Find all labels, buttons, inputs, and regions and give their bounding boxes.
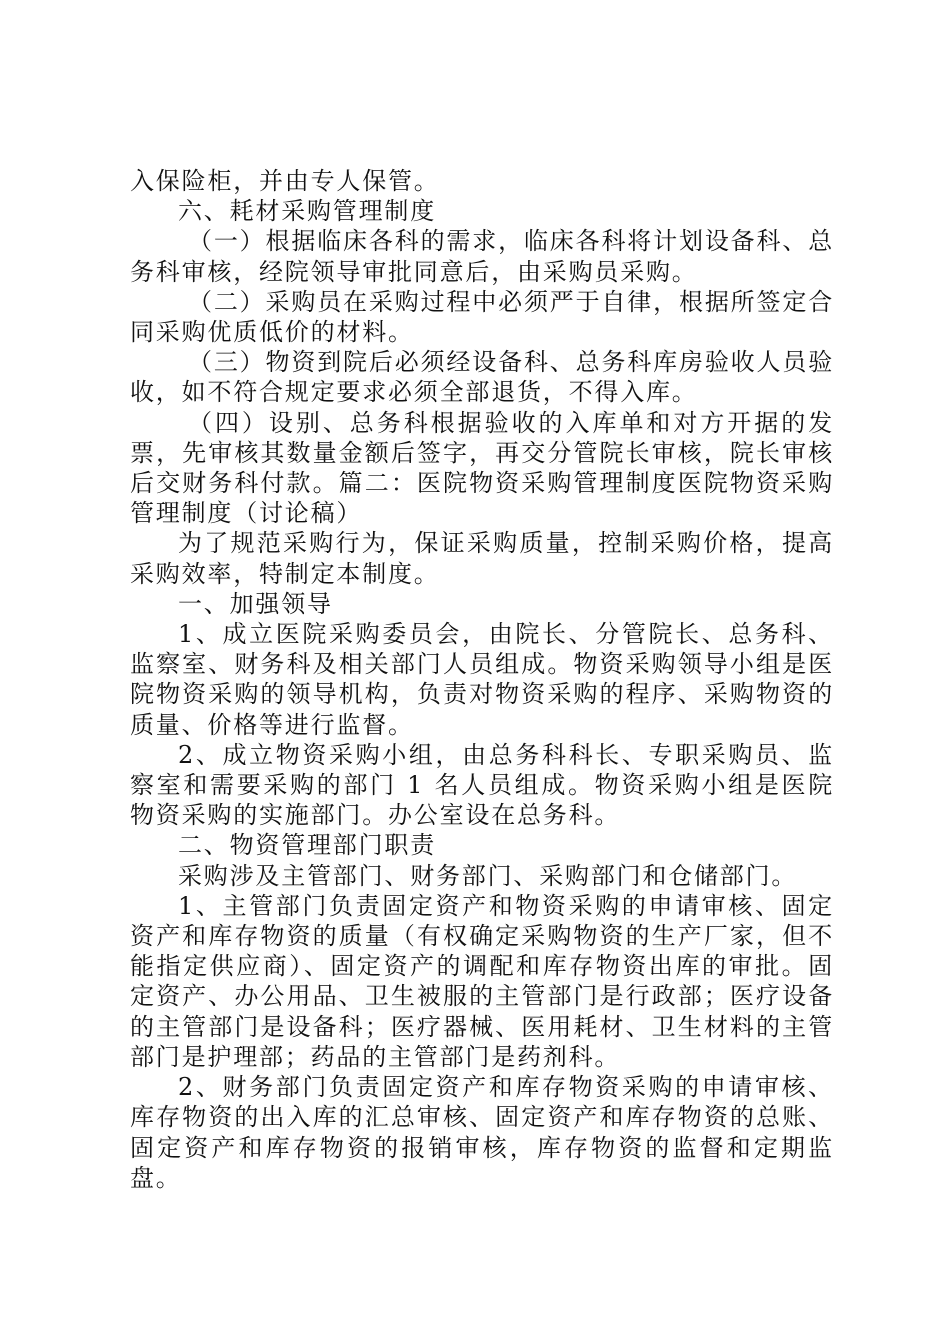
section-heading-consumables: 六、耗材采购管理制度	[178, 197, 436, 226]
paragraph-leadership-1: 1、成立医院采购委员会，由院长、分管院长、总务科、监察室、财务科及相关部门人员组成。物资采购领导小组是医院物资采购的领导机构，负责对物资采购的程序、采购物资的质量、价格等进行监督。	[130, 620, 834, 739]
section-heading-leadership: 一、加强领导	[178, 589, 333, 618]
document-body	[130, 166, 834, 1193]
section-heading-duties: 二、物资管理部门职责	[178, 831, 436, 860]
paragraph-item-2: （二）采购员在采购过程中必须严于自律，根据所签定合同采购优质低价的材料。	[130, 287, 834, 347]
paragraph-intro: 为了规范采购行为，保证采购质量，控制采购价格，提高采购效率，特制定本制度。	[130, 529, 834, 588]
paragraph-item-3: （三）物资到院后必须经设备科、总务科库房验收人员验收，如不符合规定要求必须全部退货，不得入库。	[130, 348, 834, 407]
paragraph-leadership-2: 2、成立物资采购小组，由总务科科长、专职采购员、监察室和需要采购的部门 1 名人员组成。物资采购小组是医院物资采购的实施部门。办公室设在总务科。	[130, 740, 834, 830]
paragraph-duties-1: 1、主管部门负责固定资产和物资采购的申请审核、固定资产和库存物资的质量（有权确定采购物资的生产厂家，但不能指定供应商）、固定资产的调配和库存物资出库的审批。固定资产、办公用品、卫生被服的主管部门是行政部；医疗设备的主管部门是设备科；医疗器械、医用耗材、卫生材料的主管部门是护理部；药品的主管部门是药剂科。	[130, 891, 834, 1071]
paragraph-item-1: （一）根据临床各科的需求，临床各科将计划设备科、总务科审核，经院领导审批同意后，由采购员采购。	[130, 227, 834, 286]
paragraph-duties-2: 2、财务部门负责固定资产和库存物资采购的申请审核、库存物资的出入库的汇总审核、固定资产和库存物资的总账、固定资产和库存物资的报销审核，库存物资的监督和定期监盘。	[130, 1073, 834, 1192]
paragraph-continuation: 入保险柜，并由专人保管。	[130, 167, 440, 195]
paragraph-item-4: （四）设别、总务科根据验收的入库单和对方开据的发票，先审核其数量金额后签字，再交分管院长审核，院长审核后交财务科付款。篇二：医院物资采购管理制度医院物资采购管理制度（讨论稿）	[130, 408, 834, 528]
paragraph-departments: 采购涉及主管部门、财务部门、采购部门和仓储部门。	[178, 861, 798, 890]
